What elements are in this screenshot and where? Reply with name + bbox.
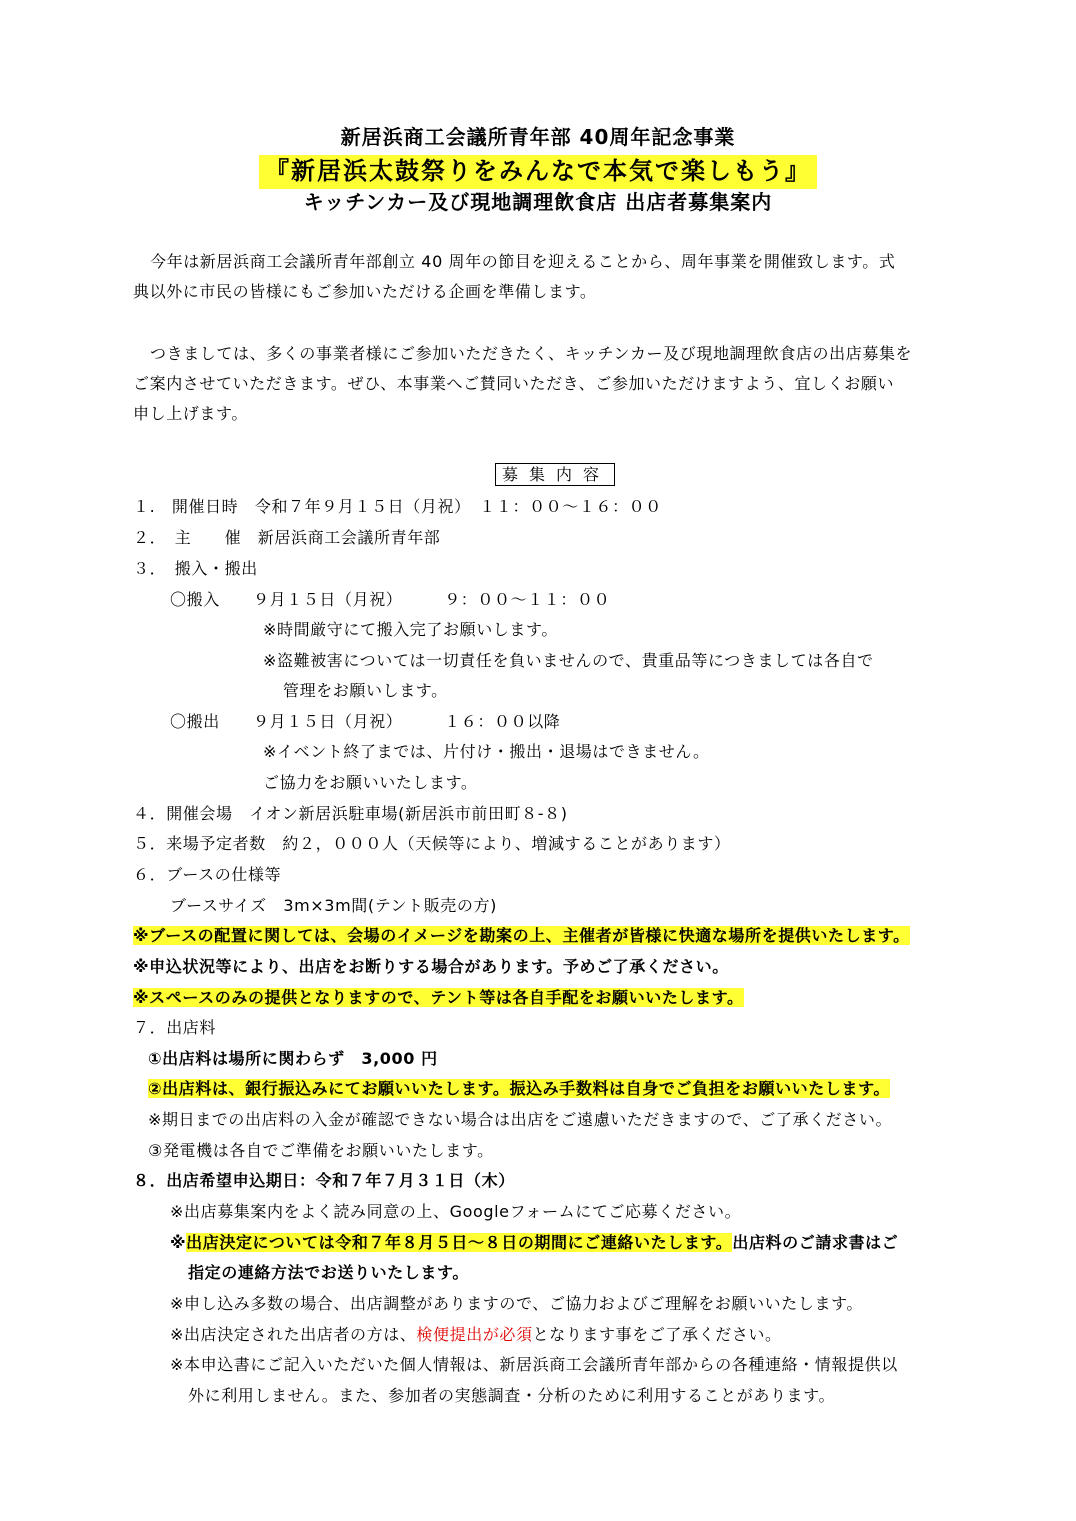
item-8-note-5-cont: 外に利用しません。また、参加者の実態調査・分析のために利用することがあります。 bbox=[188, 1386, 836, 1405]
item-6-note-3 bbox=[133, 988, 744, 1008]
item-7-fee-3: ③発電機は各自でご準備をお願いいたします。 bbox=[148, 1141, 494, 1160]
item-8-note-2-highlight: 出店決定については令和７年８月５日～８日の期間にご連絡いたします。 bbox=[186, 1233, 733, 1252]
item-8-note-4-required: 検便提出が必須 bbox=[416, 1325, 533, 1344]
item-2-organizer: ２． 主 催 新居浜商工会議所青年部 bbox=[133, 528, 441, 547]
item-8-note-3: ※申し込み多数の場合、出店調整がありますので、ご協力およびご理解をお願いいたします。 bbox=[170, 1294, 864, 1313]
item-1-date: １. 開催日時 令和７年９月１５日（月祝） １１：００～１６：００ bbox=[133, 497, 662, 516]
item-4-venue: ４．開催会場 イオン新居浜駐車場(新居浜市前田町８-８) bbox=[133, 804, 568, 823]
intro-p2-line2: ご案内させていただきます。ぜひ、本事業へご賛同いただき、ご参加いただけますよう、宜しくお願い bbox=[133, 374, 895, 393]
item-6-note-2: ※申込状況等により、出店をお断りする場合があります。予めご了承ください。 bbox=[133, 957, 729, 976]
section-title-box: 募集内容 bbox=[495, 463, 615, 486]
item-3-load-in-note-2-cont: 管理をお願いします。 bbox=[283, 681, 448, 700]
header-title bbox=[0, 151, 1076, 186]
item-8-note-4 bbox=[170, 1325, 782, 1345]
intro-p1-line2: 典以外に市民の皆様にもご参加いただける企画を準備します。 bbox=[133, 282, 597, 301]
item-8-deadline: ８．出店希望申込期日：令和７年７月３１日（木） bbox=[133, 1171, 515, 1190]
item-6-booth-size: ブースサイズ 3m×3m間(テント販売の方) bbox=[170, 896, 497, 915]
item-6-booth: ６．ブースの仕様等 bbox=[133, 865, 282, 884]
item-6-note-3-text: ※スペースのみの提供となりますので、テント等は各自手配をお願いいたします。 bbox=[133, 988, 744, 1007]
item-8-note-5: ※本申込書にご記入いただいた個人情報は、新居浜商工会議所青年部からの各種連絡・情報提供以 bbox=[170, 1355, 898, 1374]
item-7-fee-1: ①出店料は場所に関わらず 3,000 円 bbox=[148, 1049, 438, 1068]
item-8-note-2-mark: ※ bbox=[170, 1233, 187, 1252]
item-8-note-2-cont: 指定の連絡方法でお送りいたします。 bbox=[188, 1263, 469, 1282]
item-8-note-1: ※出店募集案内をよく読み同意の上、Googleフォームにてご応募ください。 bbox=[170, 1202, 742, 1221]
item-3-loading: ３． 搬入・搬出 bbox=[133, 559, 258, 578]
item-3-load-in-note-2: ※盗難被害については一切責任を負いませんので、貴重品等につきましては各自で bbox=[263, 651, 874, 670]
item-3-load-out-note-1: ※イベント終了までは、片付け・搬出・退場はできません。 bbox=[263, 742, 710, 761]
item-7-fee: ７．出店料 bbox=[133, 1018, 217, 1037]
item-3-load-out-note-2: ご協力をお願いいたします。 bbox=[263, 773, 478, 792]
item-3-load-in: 〇搬入 ９月１５日（月祝） ９：００～１１：００ bbox=[170, 590, 611, 609]
item-7-fee-note: ※期日までの出店料の入金が確認できない場合は出店をご遠慮いただきますので、ご了承ください。 bbox=[148, 1110, 893, 1129]
header-line-3: キッチンカー及び現地調理飲食店 出店者募集案内 bbox=[303, 190, 773, 214]
item-8-note-2-rest: 出店料のご請求書はご bbox=[732, 1233, 899, 1252]
item-3-load-out: 〇搬出 ９月１５日（月祝） １６：００以降 bbox=[170, 712, 561, 731]
header-line-1: 新居浜商工会議所青年部 40周年記念事業 bbox=[340, 125, 736, 149]
item-5-visitors: ５．来場予定者数 約２，０００人（天候等により、増減することがあります） bbox=[133, 834, 731, 853]
item-6-note-1-text: ※ブースの配置に関しては、会場のイメージを勘案の上、主催者が皆様に快適な場所を提供いたします。 bbox=[133, 926, 910, 945]
item-3-load-in-note-1: ※時間厳守にて搬入完了お願いします。 bbox=[263, 620, 558, 639]
item-7-fee-2 bbox=[148, 1079, 890, 1099]
intro-p2-line3: 申し上げます。 bbox=[133, 404, 248, 423]
section-title bbox=[495, 465, 615, 485]
item-6-note-1 bbox=[133, 926, 910, 946]
item-7-fee-2-text: ②出店料は、銀行振込みにてお願いいたします。振込み手数料は自身でご負担をお願いいたします。 bbox=[148, 1079, 890, 1098]
item-8-note-2 bbox=[170, 1233, 898, 1253]
item-8-note-4-b: となります事をご了承ください。 bbox=[532, 1325, 782, 1344]
item-8-note-4-a: ※出店決定された出店者の方は、 bbox=[170, 1325, 417, 1344]
header-title-text: 『新居浜太鼓祭りをみんなで本気で楽しもう』 bbox=[259, 155, 817, 189]
intro-p2-line1: つきましては、多くの事業者様にご参加いただきたく、キッチンカー及び現地調理飲食店の出店募集を bbox=[150, 344, 913, 363]
intro-p1-line1: 今年は新居浜商工会議所青年部創立 40 周年の節目を迎えることから、周年事業を開催致します。式 bbox=[150, 252, 896, 271]
